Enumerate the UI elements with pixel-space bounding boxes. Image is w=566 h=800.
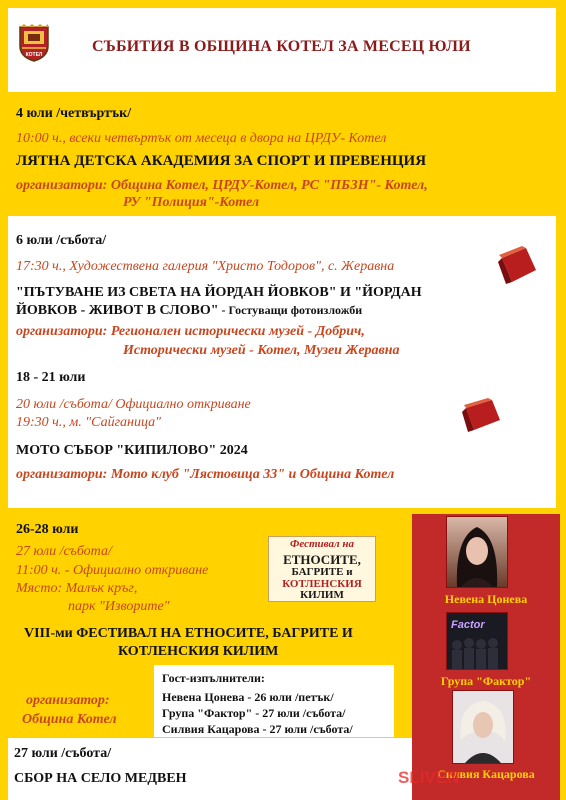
event2-name-suffix: - Гостуващи фотоизложби	[218, 303, 363, 317]
event4-line-1: 27 юли /събота/	[16, 544, 112, 559]
event2-time: 17:30 ч., Художествена галерия "Христо Тодоров", с. Жеравна	[16, 259, 395, 274]
event4-organizer-name: Община Котел	[22, 712, 117, 727]
performer-photo-nevena	[446, 516, 508, 588]
event2-name-1: "ПЪТУВАНЕ ИЗ СВЕТА НА ЙОРДАН ЙОВКОВ" И "ЙОРДАН	[16, 285, 422, 300]
guests-title: Гост-изпълнители:	[162, 671, 265, 685]
event5-date: 27 юли /събота/	[14, 746, 112, 761]
crest-text: КОТЕЛ	[25, 52, 43, 58]
festival-logo-line-4: КОТЛЕНСКИЯ	[282, 578, 362, 590]
performer-photo-silvia	[452, 690, 514, 764]
decorative-cube-icon	[496, 244, 540, 291]
performer-photo-faktor	[446, 612, 508, 670]
event5-name: СБОР НА СЕЛО МЕДВЕН	[14, 771, 187, 786]
performer-name: Група "Фактор"	[440, 674, 532, 688]
event1-date: 4 юли /четвъртък/	[16, 106, 132, 121]
event4-line-3: Място: Малък кръг,	[16, 581, 138, 596]
decorative-cube-icon	[462, 398, 504, 439]
festival-logo-line-3: БАГРИТЕ и	[291, 566, 353, 578]
guest-item: Невена Цонева - 26 юли /петък/	[162, 690, 334, 704]
event1-name: ЛЯТНА ДЕТСКА АКАДЕМИЯ ЗА СПОРТ И ПРЕВЕНЦИЯ	[16, 153, 427, 169]
event4-line-2: 11:00 ч. - Официално откриване	[16, 563, 209, 578]
guest-item: Силвия Кацарова - 27 юли /събота/	[162, 722, 353, 736]
event1-organizers-2: РУ "Полиция"-Котел	[123, 195, 260, 210]
event4-organizer-label: организатор:	[26, 693, 110, 708]
event4-name-1: VIII-ми ФЕСТИВАЛ НА ЕТНОСИТЕ, БАГРИТЕ И	[24, 626, 353, 641]
event2-name-2	[16, 302, 362, 319]
event3-time-2: 19:30 ч., м. "Сайганица"	[16, 415, 162, 430]
event3-date: 18 - 21 юли	[16, 370, 86, 385]
event2-organizers-1: организатори: Регионален исторически музей - Добрич,	[16, 324, 365, 339]
coat-of-arms-icon	[18, 24, 50, 62]
event4-name-2: КОТЛЕНСКИЯ КИЛИМ	[118, 644, 279, 659]
festival-logo	[268, 536, 376, 602]
performer-name: Силвия Кацарова	[437, 767, 535, 781]
event1-time: 10:00 ч., всеки четвъртък от месеца в двора на ЦРДУ- Котел	[16, 131, 387, 146]
event2-name-2-text: ЙОВКОВ - ЖИВОТ В СЛОВО"	[16, 303, 219, 318]
festival-logo-line-1: Фестивал на	[290, 538, 354, 550]
event3-name: МОТО СЪБОР "КИПИЛОВО" 2024	[16, 443, 248, 458]
event3-organizers: организатори: Мото клуб "Лястовица 33" и Община Котел	[16, 467, 395, 482]
festival-logo-line-5: КИЛИМ	[300, 589, 344, 601]
header-panel	[8, 8, 556, 92]
guest-item: Група "Фактор" - 27 юли /събота/	[162, 706, 346, 720]
performer-name: Невена Цонева	[444, 592, 528, 606]
event2-date: 6 юли /събота/	[16, 233, 107, 248]
event2-organizers-2: Исторически музей - Котел, Музеи Жеравна	[123, 343, 400, 358]
watermark: SLIVEN	[398, 768, 460, 787]
band-logo: Factor	[451, 619, 485, 631]
festival-logo-line-2: ЕТНОСИТЕ,	[283, 552, 361, 567]
page-title: СЪБИТИЯ В ОБЩИНА КОТЕЛ ЗА МЕСЕЦ ЮЛИ	[92, 38, 471, 55]
event4-date: 26-28 юли	[16, 522, 79, 537]
event4-line-4: парк "Изворите"	[68, 599, 170, 614]
event3-time-1: 20 юли /събота/ Официално откриване	[16, 397, 251, 412]
event1-organizers-1: организатори: Община Котел, ЦРДУ-Котел, РС "ПБЗН"- Котел,	[16, 178, 428, 193]
